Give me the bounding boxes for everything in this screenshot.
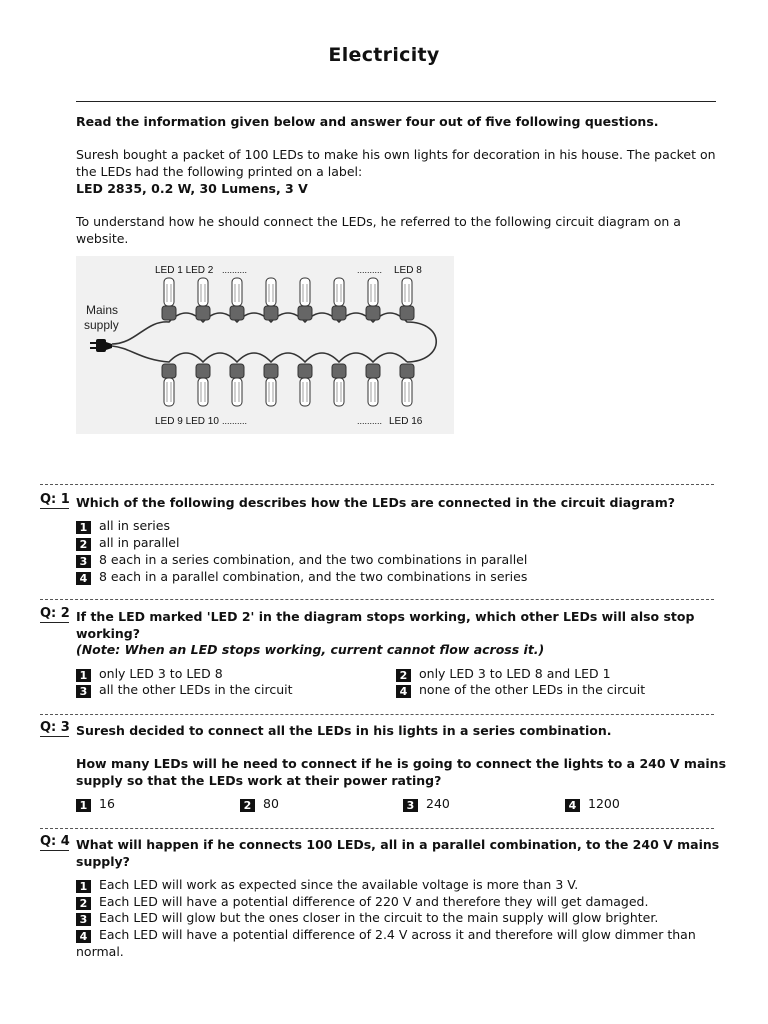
label-led9-led10: LED 9 LED 10 [155,416,219,427]
option-number-badge: 2 [76,897,91,910]
top-dots-right: .......... [357,265,383,275]
option-text: 1200 [588,796,620,811]
option-number-badge: 1 [76,669,91,682]
bottom-dots-left: .......... [222,416,248,426]
question-4-text: What will happen if he connects 100 LEDs, all in a parallel combination, to the 240 V mains supply? [76,837,720,869]
diagram-background [76,256,454,434]
question-4-option-2[interactable] [76,893,648,910]
led-top-3 [230,278,244,320]
question-1-label [40,492,70,507]
question-2-option-3[interactable] [76,681,293,698]
label-led1-led2: LED 1 LED 2 [155,265,214,276]
question-2-option-2[interactable] [396,665,611,682]
question-2-note: (Note: When an LED stops working, current cannot flow across it.) [76,642,545,657]
question-1-option-3[interactable] [76,551,527,568]
option-text: 8 each in a parallel combination, and the two combinations in series [99,569,528,584]
led-top-4 [264,278,278,320]
question-1-option-4[interactable] [76,568,527,585]
led-top-1 [162,278,176,320]
mains-label-2: supply [84,318,119,332]
question-4-divider [40,828,714,829]
option-text: all in series [99,518,170,533]
led-top-5 [298,278,312,320]
option-number-badge: 1 [76,521,91,534]
led-bottom-14 [332,364,346,406]
question-3-number: Q: 3 [40,720,70,735]
option-text: Each LED will have a potential difference of 2.4 V across it and therefore will glow dimmer than normal. [76,927,696,959]
label-led16: LED 16 [389,416,423,427]
question-4-number: Q: 4 [40,834,70,849]
option-number-badge: 1 [76,880,91,893]
circuit-diagram-svg [76,256,454,434]
option-number-badge: 2 [396,669,411,682]
led-top-8 [400,278,414,320]
option-text: all the other LEDs in the circuit [99,682,293,697]
led-bottom-12 [264,364,278,406]
option-number-badge: 2 [76,538,91,551]
label-led8: LED 8 [394,265,422,276]
option-text: 80 [263,796,279,811]
option-number-badge: 2 [240,799,255,812]
question-3-option-4[interactable] [565,795,620,812]
question-1-option-1[interactable] [76,517,170,534]
question-3-text-2: How many LEDs will he need to connect if he is going to connect the lights to a 240 V mains supply so that the LEDs work at their power rating? [76,756,727,788]
option-number-badge: 4 [76,930,91,943]
option-number-badge: 3 [403,799,418,812]
question-1-option-2[interactable] [76,534,179,551]
intro-paragraph-2: To understand how he should connect the LEDs, he referred to the following circuit diagram on a website. [76,214,681,246]
led-bottom-10 [196,364,210,406]
option-number-badge: 3 [76,555,91,568]
question-3-divider [40,714,714,715]
question-2-number: Q: 2 [40,606,70,621]
led-bottom-15 [366,364,380,406]
question-1-text: Which of the following describes how the LEDs are connected in the circuit diagram? [76,495,676,510]
led-label: LED 2835, 0.2 W, 30 Lumens, 3 V [76,181,308,196]
option-text: 16 [99,796,115,811]
option-number-badge: 4 [565,799,580,812]
led-top-7 [366,278,380,320]
question-4-option-1[interactable] [76,876,578,893]
option-text: none of the other LEDs in the circuit [419,682,646,697]
circuit-diagram [76,256,454,434]
question-4-option-3[interactable] [76,909,658,926]
instruction: Read the information given below and answer four out of five following questions. [76,114,659,129]
option-number-badge: 3 [76,913,91,926]
option-text: Each LED will work as expected since the available voltage is more than 3 V. [99,877,579,892]
title-divider [76,101,716,102]
led-bottom-16 [400,364,414,406]
option-number-badge: 4 [396,685,411,698]
option-text: only LED 3 to LED 8 [99,666,223,681]
question-2-label [40,606,70,621]
intro-paragraph-1: Suresh bought a packet of 100 LEDs to make his own lights for decoration in his house. The packet on the LEDs had the following printed on a label: [76,147,716,179]
mains-label-1: Mains [86,303,119,317]
question-2-option-4[interactable] [396,681,645,698]
option-text: Each LED will have a potential difference of 220 V and therefore they will get damaged. [99,894,649,909]
option-number-badge: 3 [76,685,91,698]
question-3-label [40,720,70,735]
question-2-text: If the LED marked 'LED 2' in the diagram stops working, which other LEDs will also stop working? [76,609,695,641]
led-top-2 [196,278,210,320]
question-1-divider [40,484,714,485]
led-top-6 [332,278,346,320]
question-4-label [40,834,70,849]
option-text: all in parallel [99,535,180,550]
bottom-dots-right: .......... [357,416,383,426]
led-bottom-13 [298,364,312,406]
question-3-option-2[interactable] [240,795,279,812]
option-text: Each LED will glow but the ones closer in the circuit to the main supply will glow brighter. [99,910,659,925]
question-3-option-3[interactable] [403,795,450,812]
led-bottom-11 [230,364,244,406]
option-text: 240 [426,796,450,811]
page-title: Electricity [328,44,440,66]
option-text: 8 each in a series combination, and the two combinations in parallel [99,552,528,567]
question-1-number: Q: 1 [40,492,70,507]
option-number-badge: 1 [76,799,91,812]
led-bottom-9 [162,364,176,406]
option-text: only LED 3 to LED 8 and LED 1 [419,666,611,681]
question-2-divider [40,599,714,600]
question-4-option-4[interactable] [76,926,731,960]
question-3-option-1[interactable] [76,795,115,812]
option-number-badge: 4 [76,572,91,585]
question-3-text: Suresh decided to connect all the LEDs in his lights in a series combination. [76,723,612,738]
top-dots-left: .......... [222,265,248,275]
question-2-option-1[interactable] [76,665,223,682]
